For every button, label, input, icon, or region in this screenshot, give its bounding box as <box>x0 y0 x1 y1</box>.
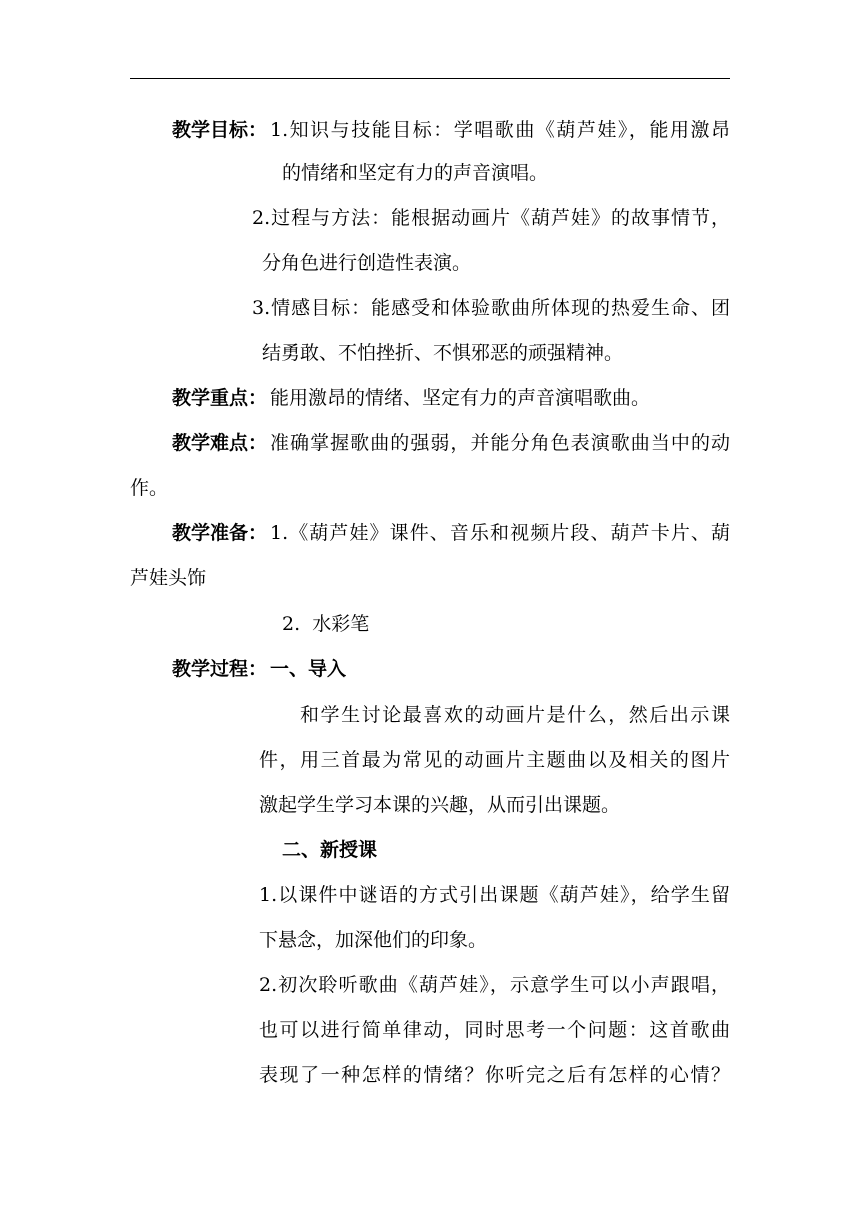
key-points-label: 教学重点： <box>172 387 268 409</box>
objective-2-line-1: 2.过程与方法：能根据动画片《葫芦娃》的故事情节， <box>252 207 730 229</box>
section-2-title: 二、新授课 <box>282 839 378 861</box>
header-rule <box>130 78 730 79</box>
section-1-line-2: 件，用三首最为常见的动画片主题曲以及相关的图片 <box>259 749 730 771</box>
objective-1-line-1: 1.知识与技能目标：学唱歌曲《葫芦娃》，能用激昂 <box>270 119 730 141</box>
difficulties-line-2: 作。 <box>130 477 169 499</box>
preparation-line-2: 芦娃头饰 <box>130 567 207 589</box>
section-1-title: 一、导入 <box>270 658 347 680</box>
preparation-item-2: 2. 水彩笔 <box>282 613 370 635</box>
step-2-line-1: 2.初次聆听歌曲《葫芦娃》，示意学生可以小声跟唱， <box>259 974 730 996</box>
section-1-line-1: 和学生讨论最喜欢的动画片是什么，然后出示课 <box>300 704 730 726</box>
preparation-label: 教学准备： <box>172 522 268 544</box>
difficulties-line-1: 准确掌握歌曲的强弱，并能分角色表演歌曲当中的动 <box>270 432 730 454</box>
key-points-text: 能用激昂的情绪、坚定有力的声音演唱歌曲。 <box>270 387 651 409</box>
objective-1-line-2: 的情绪和坚定有力的声音演唱。 <box>282 162 549 184</box>
preparation-line-1: 1.《葫芦娃》课件、音乐和视频片段、葫芦卡片、葫 <box>270 522 730 544</box>
objective-3-line-1: 3.情感目标：能感受和体验歌曲所体现的热爱生命、团 <box>252 297 730 319</box>
objective-2-line-2: 分角色进行创造性表演。 <box>262 252 472 274</box>
step-2-line-3: 表现了一种怎样的情绪？你听完之后有怎样的心情？ <box>259 1064 730 1086</box>
objectives-label: 教学目标： <box>172 119 268 141</box>
step-1-line-1: 1.以课件中谜语的方式引出课题《葫芦娃》，给学生留 <box>259 884 730 906</box>
section-1-line-3: 激起学生学习本课的兴趣，从而引出课题。 <box>259 794 621 816</box>
step-1-line-2: 下悬念，加深他们的印象。 <box>259 929 488 951</box>
step-2-line-2: 也可以进行简单律动，同时思考一个问题：这首歌曲 <box>259 1019 730 1041</box>
objective-3-line-2: 结勇敢、不怕挫折、不惧邪恶的顽强精神。 <box>262 342 624 364</box>
process-label: 教学过程： <box>172 658 268 680</box>
difficulties-label: 教学难点： <box>172 432 268 454</box>
